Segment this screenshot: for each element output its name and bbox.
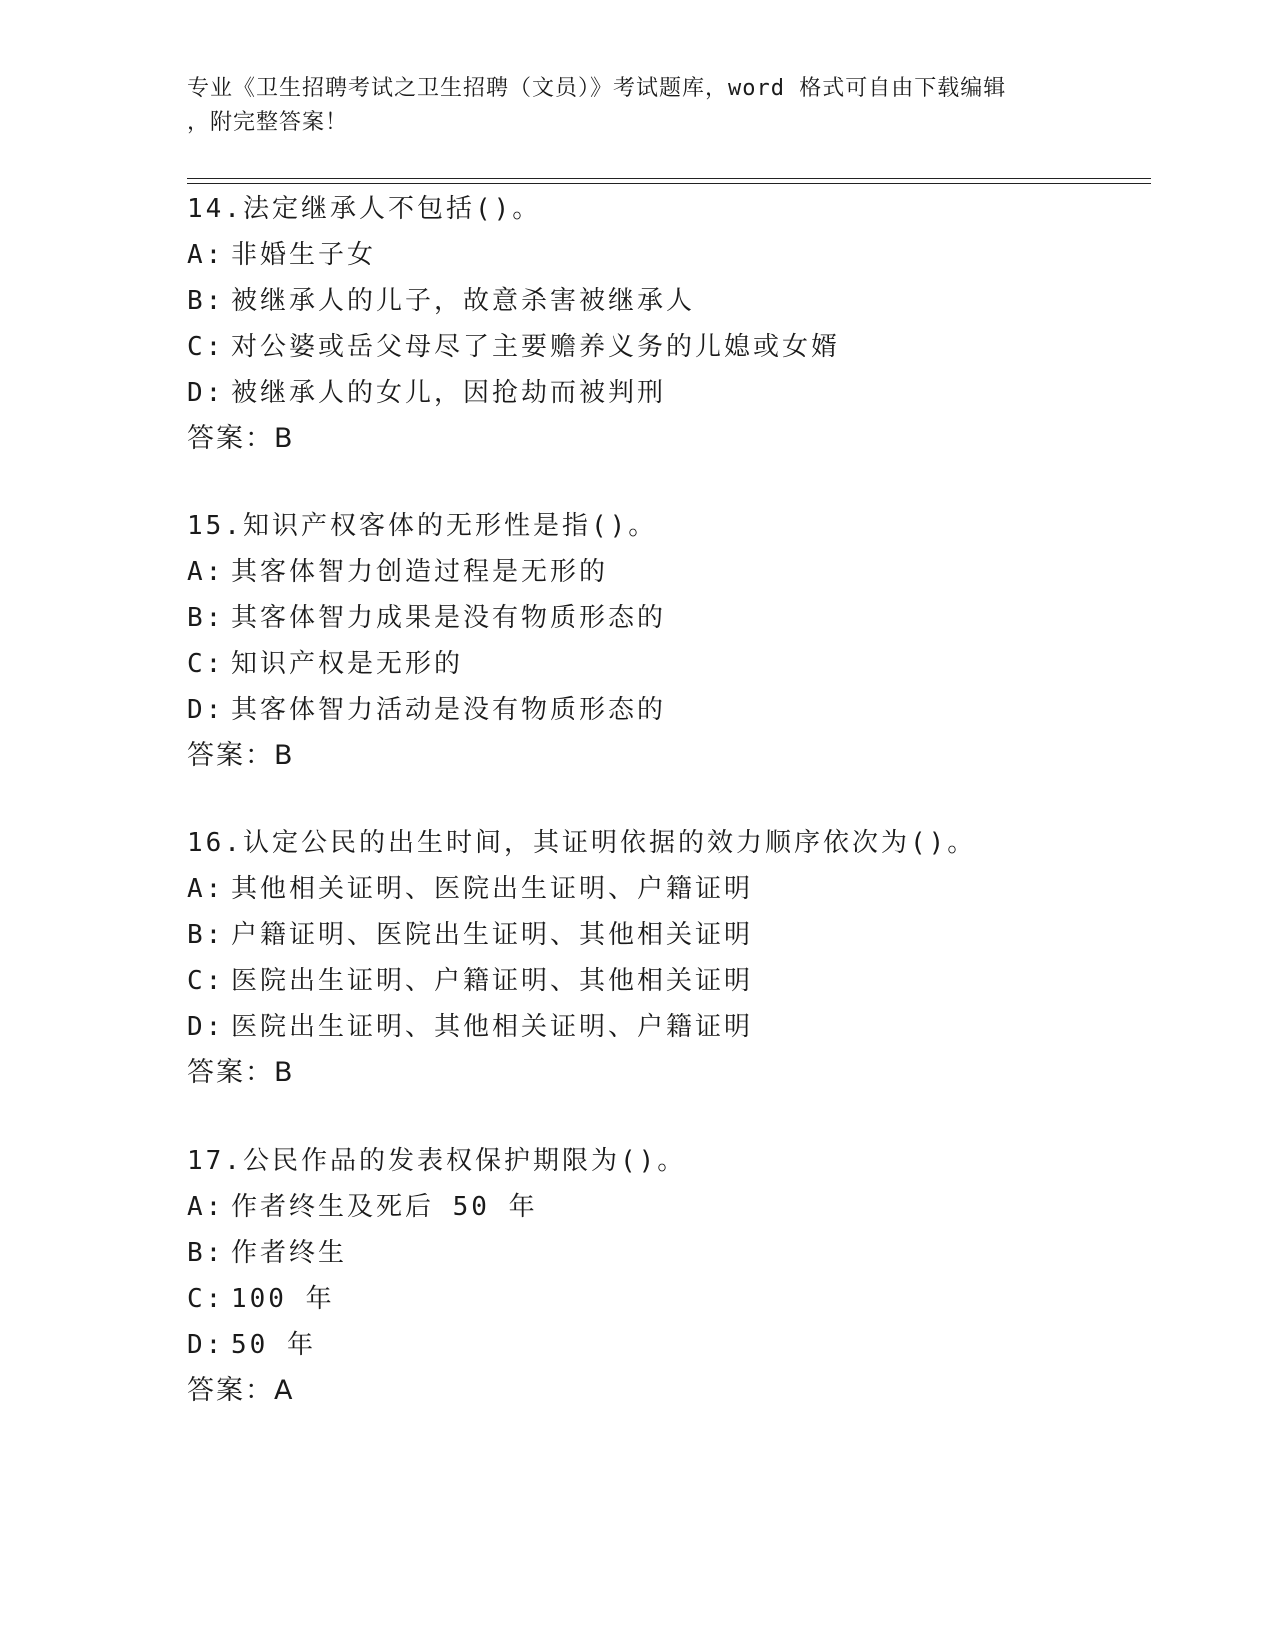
answer-value: B [274, 423, 295, 454]
option-d [187, 370, 1147, 416]
option-key: B: [187, 603, 225, 633]
option-key: B: [187, 286, 225, 316]
option-b [187, 595, 1147, 641]
option-a [187, 866, 1147, 912]
option-text: 其他相关证明、医院出生证明、户籍证明 [231, 874, 754, 904]
answer [187, 416, 1147, 462]
option-text: 对公婆或岳父母尽了主要赡养义务的儿媳或女婿 [231, 332, 841, 362]
question-stem: 17.公民作品的发表权保护期限为()。 [187, 1146, 687, 1176]
option-key: D: [187, 1330, 225, 1360]
option-text: 医院出生证明、户籍证明、其他相关证明 [231, 966, 754, 996]
option-text: 医院出生证明、其他相关证明、户籍证明 [231, 1012, 754, 1042]
question-16 [187, 820, 1147, 1096]
option-b [187, 1230, 1147, 1276]
option-key: A: [187, 557, 225, 587]
answer-label: 答案： [187, 1057, 274, 1088]
answer [187, 733, 1147, 779]
option-text: 其客体智力成果是没有物质形态的 [231, 603, 667, 633]
option-a [187, 232, 1147, 278]
question-14 [187, 186, 1147, 462]
option-text: 作者终生及死后 50 年 [231, 1192, 538, 1222]
option-c [187, 958, 1147, 1004]
option-key: C: [187, 332, 225, 362]
option-key: A: [187, 240, 225, 270]
option-d [187, 687, 1147, 733]
option-key: D: [187, 695, 225, 725]
answer-value: A [274, 1375, 295, 1406]
answer-value: B [274, 740, 295, 771]
answer-label: 答案： [187, 423, 274, 454]
answer-label: 答案： [187, 740, 274, 771]
option-text: 其客体智力创造过程是无形的 [231, 557, 609, 587]
answer [187, 1050, 1147, 1096]
option-a [187, 1184, 1147, 1230]
option-text: 100 年 [231, 1284, 335, 1314]
option-d [187, 1004, 1147, 1050]
option-key: C: [187, 966, 225, 996]
option-text: 其客体智力活动是没有物质形态的 [231, 695, 667, 725]
option-key: B: [187, 1238, 225, 1268]
answer-label: 答案： [187, 1375, 274, 1406]
option-b [187, 278, 1147, 324]
option-key: D: [187, 1012, 225, 1042]
header-line-2: ，附完整答案！ [187, 110, 349, 135]
option-key: C: [187, 1284, 225, 1314]
option-c [187, 1276, 1147, 1322]
option-d [187, 1322, 1147, 1368]
question-15 [187, 503, 1147, 779]
question-17 [187, 1138, 1147, 1414]
option-a [187, 549, 1147, 595]
option-key: C: [187, 649, 225, 679]
answer [187, 1368, 1147, 1414]
answer-value: B [274, 1057, 295, 1088]
question-stem: 14.法定继承人不包括()。 [187, 194, 542, 224]
header-rule-bottom [187, 183, 1151, 184]
option-text: 户籍证明、医院出生证明、其他相关证明 [231, 920, 754, 950]
option-key: B: [187, 920, 225, 950]
option-key: A: [187, 1192, 225, 1222]
option-text: 知识产权是无形的 [231, 649, 464, 679]
option-key: A: [187, 874, 225, 904]
header-rule-top [187, 178, 1151, 179]
option-text: 50 年 [231, 1330, 316, 1360]
option-c [187, 324, 1147, 370]
question-stem: 15.知识产权客体的无形性是指()。 [187, 511, 658, 541]
header-line-1: 专业《卫生招聘考试之卫生招聘（文员）》考试题库，word 格式可自由下载编辑 [187, 76, 1007, 101]
question-stem: 16.认定公民的出生时间，其证明依据的效力顺序依次为()。 [187, 828, 977, 858]
option-c [187, 641, 1147, 687]
option-text: 被继承人的女儿，因抢劫而被判刑 [231, 378, 667, 408]
option-key: D: [187, 378, 225, 408]
option-text: 作者终生 [231, 1238, 348, 1268]
document-header [187, 72, 1087, 140]
option-text: 被继承人的儿子，故意杀害被继承人 [231, 286, 696, 316]
option-text: 非婚生子女 [231, 240, 377, 270]
option-b [187, 912, 1147, 958]
